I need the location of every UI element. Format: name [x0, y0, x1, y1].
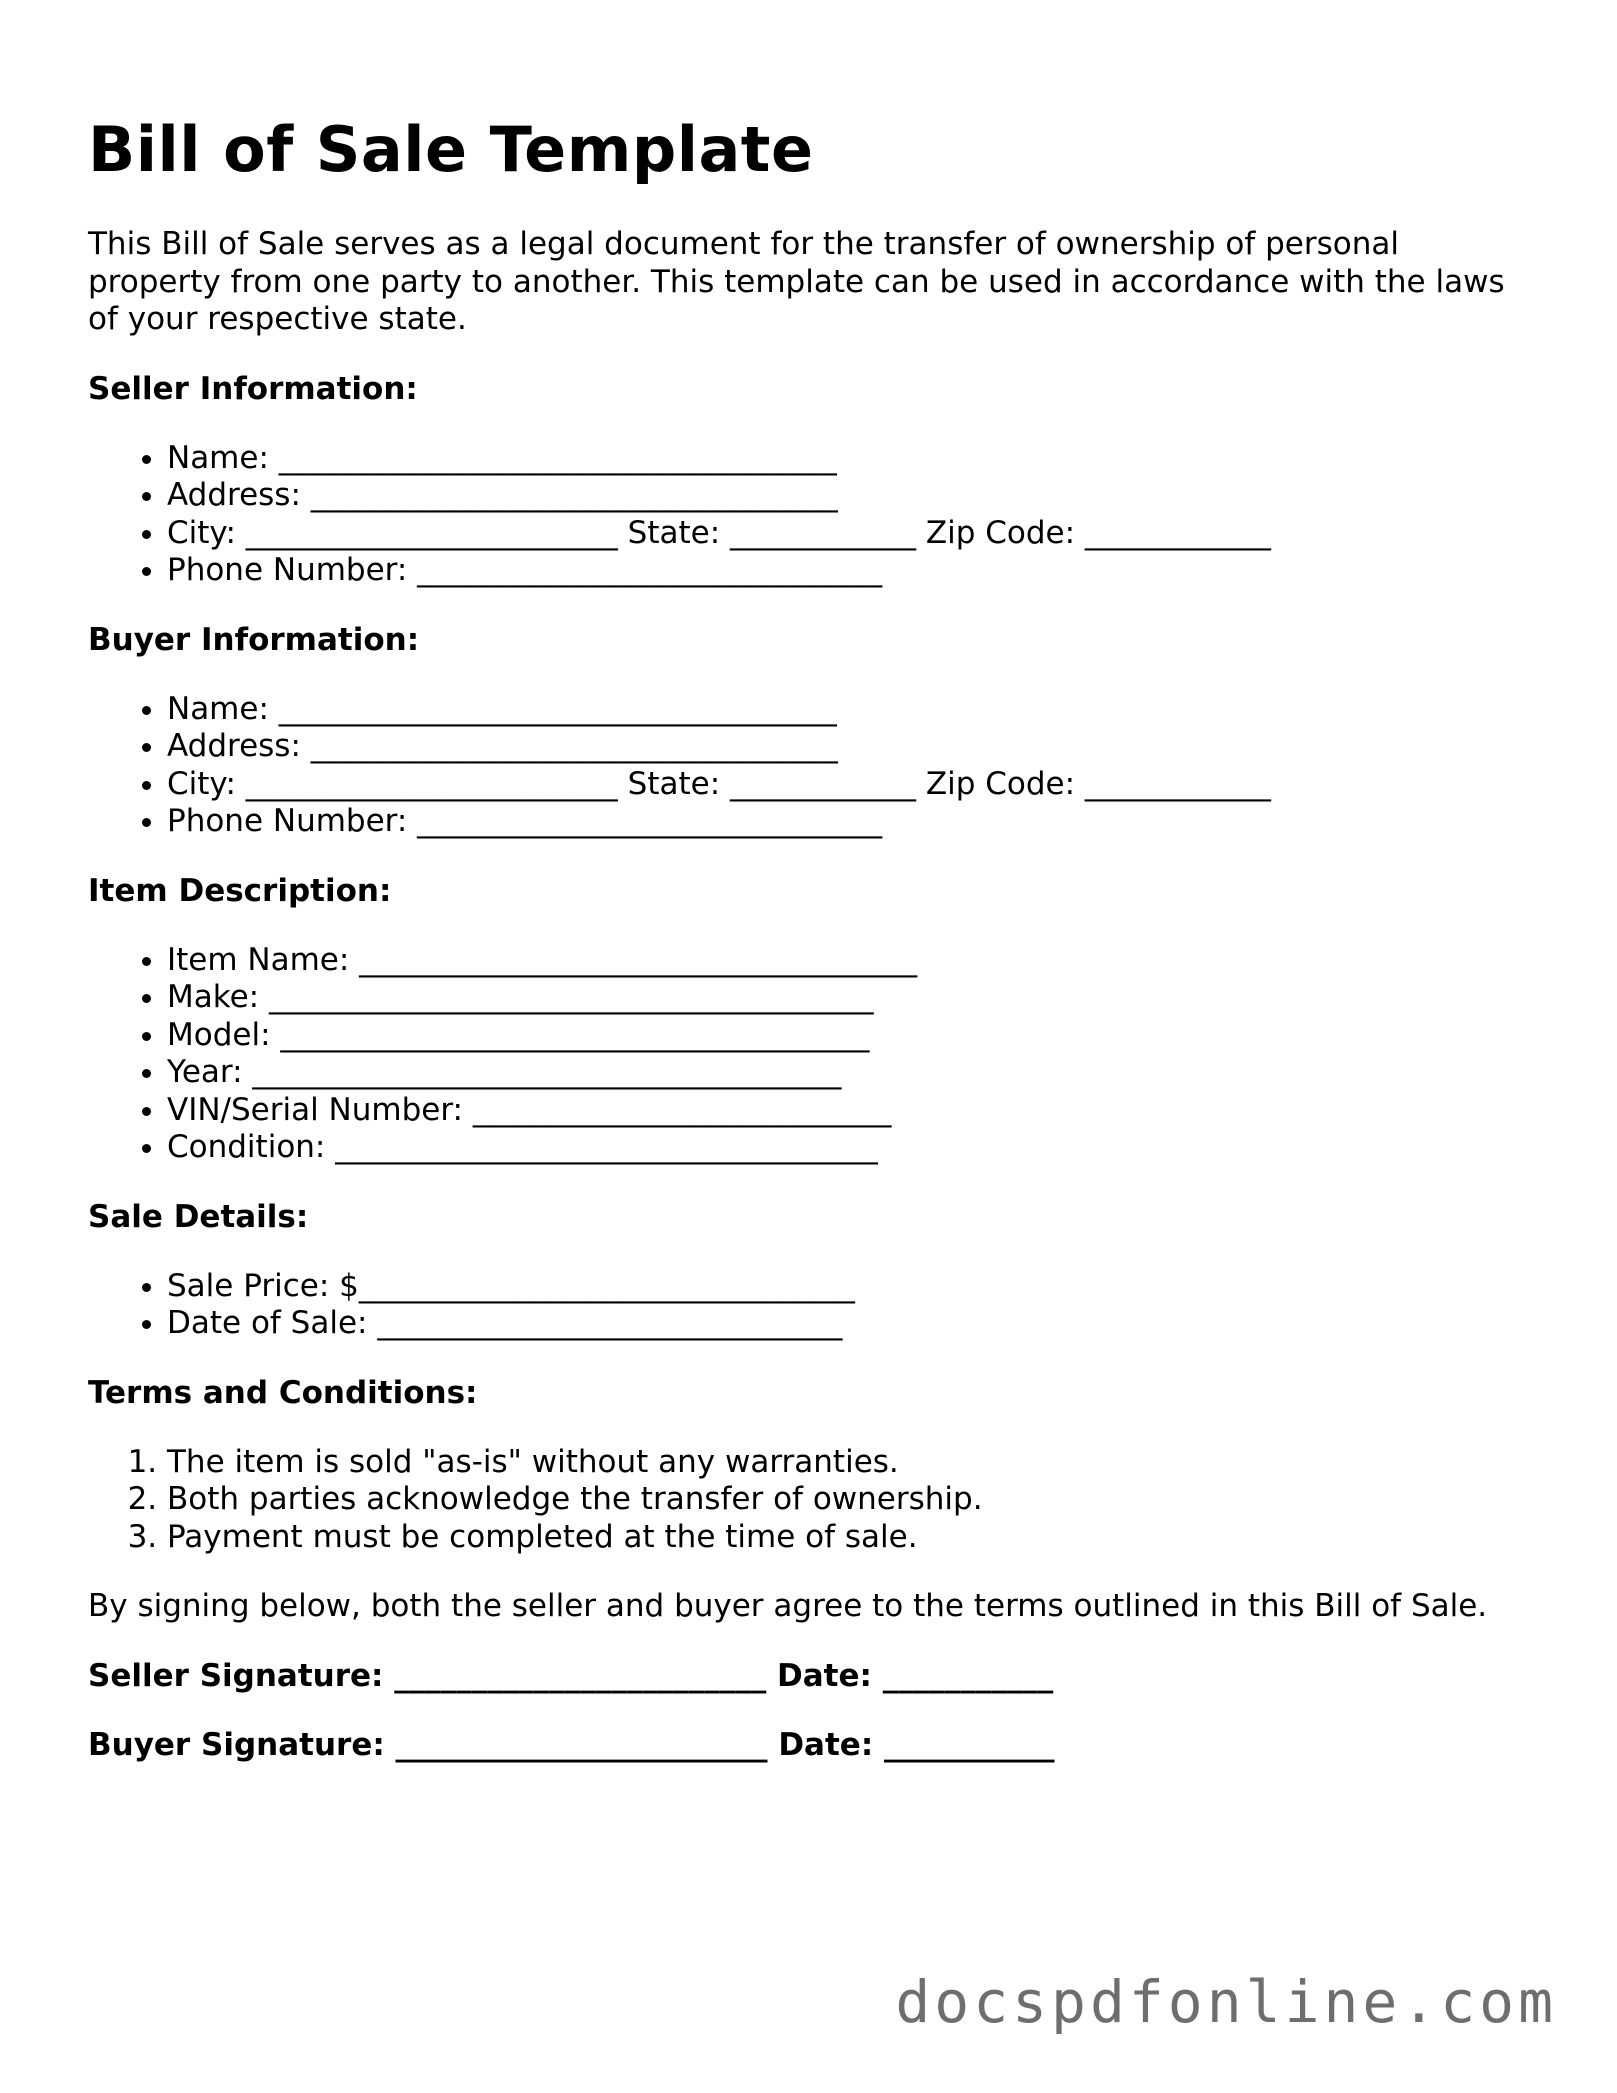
item-list [88, 942, 1538, 1167]
item-condition-field[interactable]: • Condition: ___________________________________ [167, 1129, 1538, 1167]
seller-phone-field[interactable]: • Phone Number: ______________________________ [167, 552, 1538, 590]
seller-signature-line[interactable]: Seller Signature: ________________________ Date: ___________ [88, 1657, 1054, 1694]
buyer-list [88, 691, 1538, 841]
terms-list [88, 1444, 1538, 1557]
seller-city-state-zip-field[interactable]: • City: ________________________ State: ____________ Zip Code: ____________ [167, 515, 1538, 553]
sale-heading: Sale Details: [88, 1198, 309, 1235]
watermark-text: docspdfonline.com [895, 1968, 1557, 2036]
terms-item: 2. Both parties acknowledge the transfer of ownership. [167, 1481, 1538, 1519]
buyer-address-field[interactable]: • Address: __________________________________ [167, 728, 1538, 766]
document-title: Bill of Sale Template [88, 113, 814, 186]
terms-heading: Terms and Conditions: [88, 1374, 478, 1411]
sale-price-field[interactable]: • Sale Price: $________________________________ [167, 1268, 1538, 1306]
closing-statement: By signing below, both the seller and buyer agree to the terms outlined in this Bill of Sale. [88, 1588, 1488, 1624]
item-heading: Item Description: [88, 872, 392, 909]
buyer-signature-line[interactable]: Buyer Signature: ________________________ Date: ___________ [88, 1726, 1055, 1763]
item-make-field[interactable]: • Make: _______________________________________ [167, 979, 1538, 1017]
terms-item: 3. Payment must be completed at the time of sale. [167, 1519, 1538, 1557]
seller-address-field[interactable]: • Address: __________________________________ [167, 477, 1538, 515]
intro-paragraph: This Bill of Sale serves as a legal document for the transfer of ownership of personal property from one party to another. This template can be used in accordance with the laws of your respective state. [88, 226, 1505, 337]
item-year-field[interactable]: • Year: ______________________________________ [167, 1054, 1538, 1092]
seller-name-field[interactable]: • Name: ____________________________________ [167, 440, 1538, 478]
terms-item: 1. The item is sold "as-is" without any warranties. [167, 1444, 1538, 1482]
buyer-city-state-zip-field[interactable]: • City: ________________________ State: ____________ Zip Code: ____________ [167, 766, 1538, 804]
seller-list [88, 440, 1538, 590]
item-vin-field[interactable]: • VIN/Serial Number: ___________________________ [167, 1092, 1538, 1130]
document-page [88, 0, 1538, 1764]
buyer-heading: Buyer Information: [88, 621, 420, 658]
buyer-name-field[interactable]: • Name: ____________________________________ [167, 691, 1538, 729]
seller-heading: Seller Information: [88, 370, 418, 407]
sale-list [88, 1268, 1538, 1343]
sale-date-field[interactable]: • Date of Sale: ______________________________ [167, 1305, 1538, 1343]
item-model-field[interactable]: • Model: ______________________________________ [167, 1017, 1538, 1055]
item-name-field[interactable]: • Item Name: ____________________________________ [167, 942, 1538, 980]
buyer-phone-field[interactable]: • Phone Number: ______________________________ [167, 803, 1538, 841]
